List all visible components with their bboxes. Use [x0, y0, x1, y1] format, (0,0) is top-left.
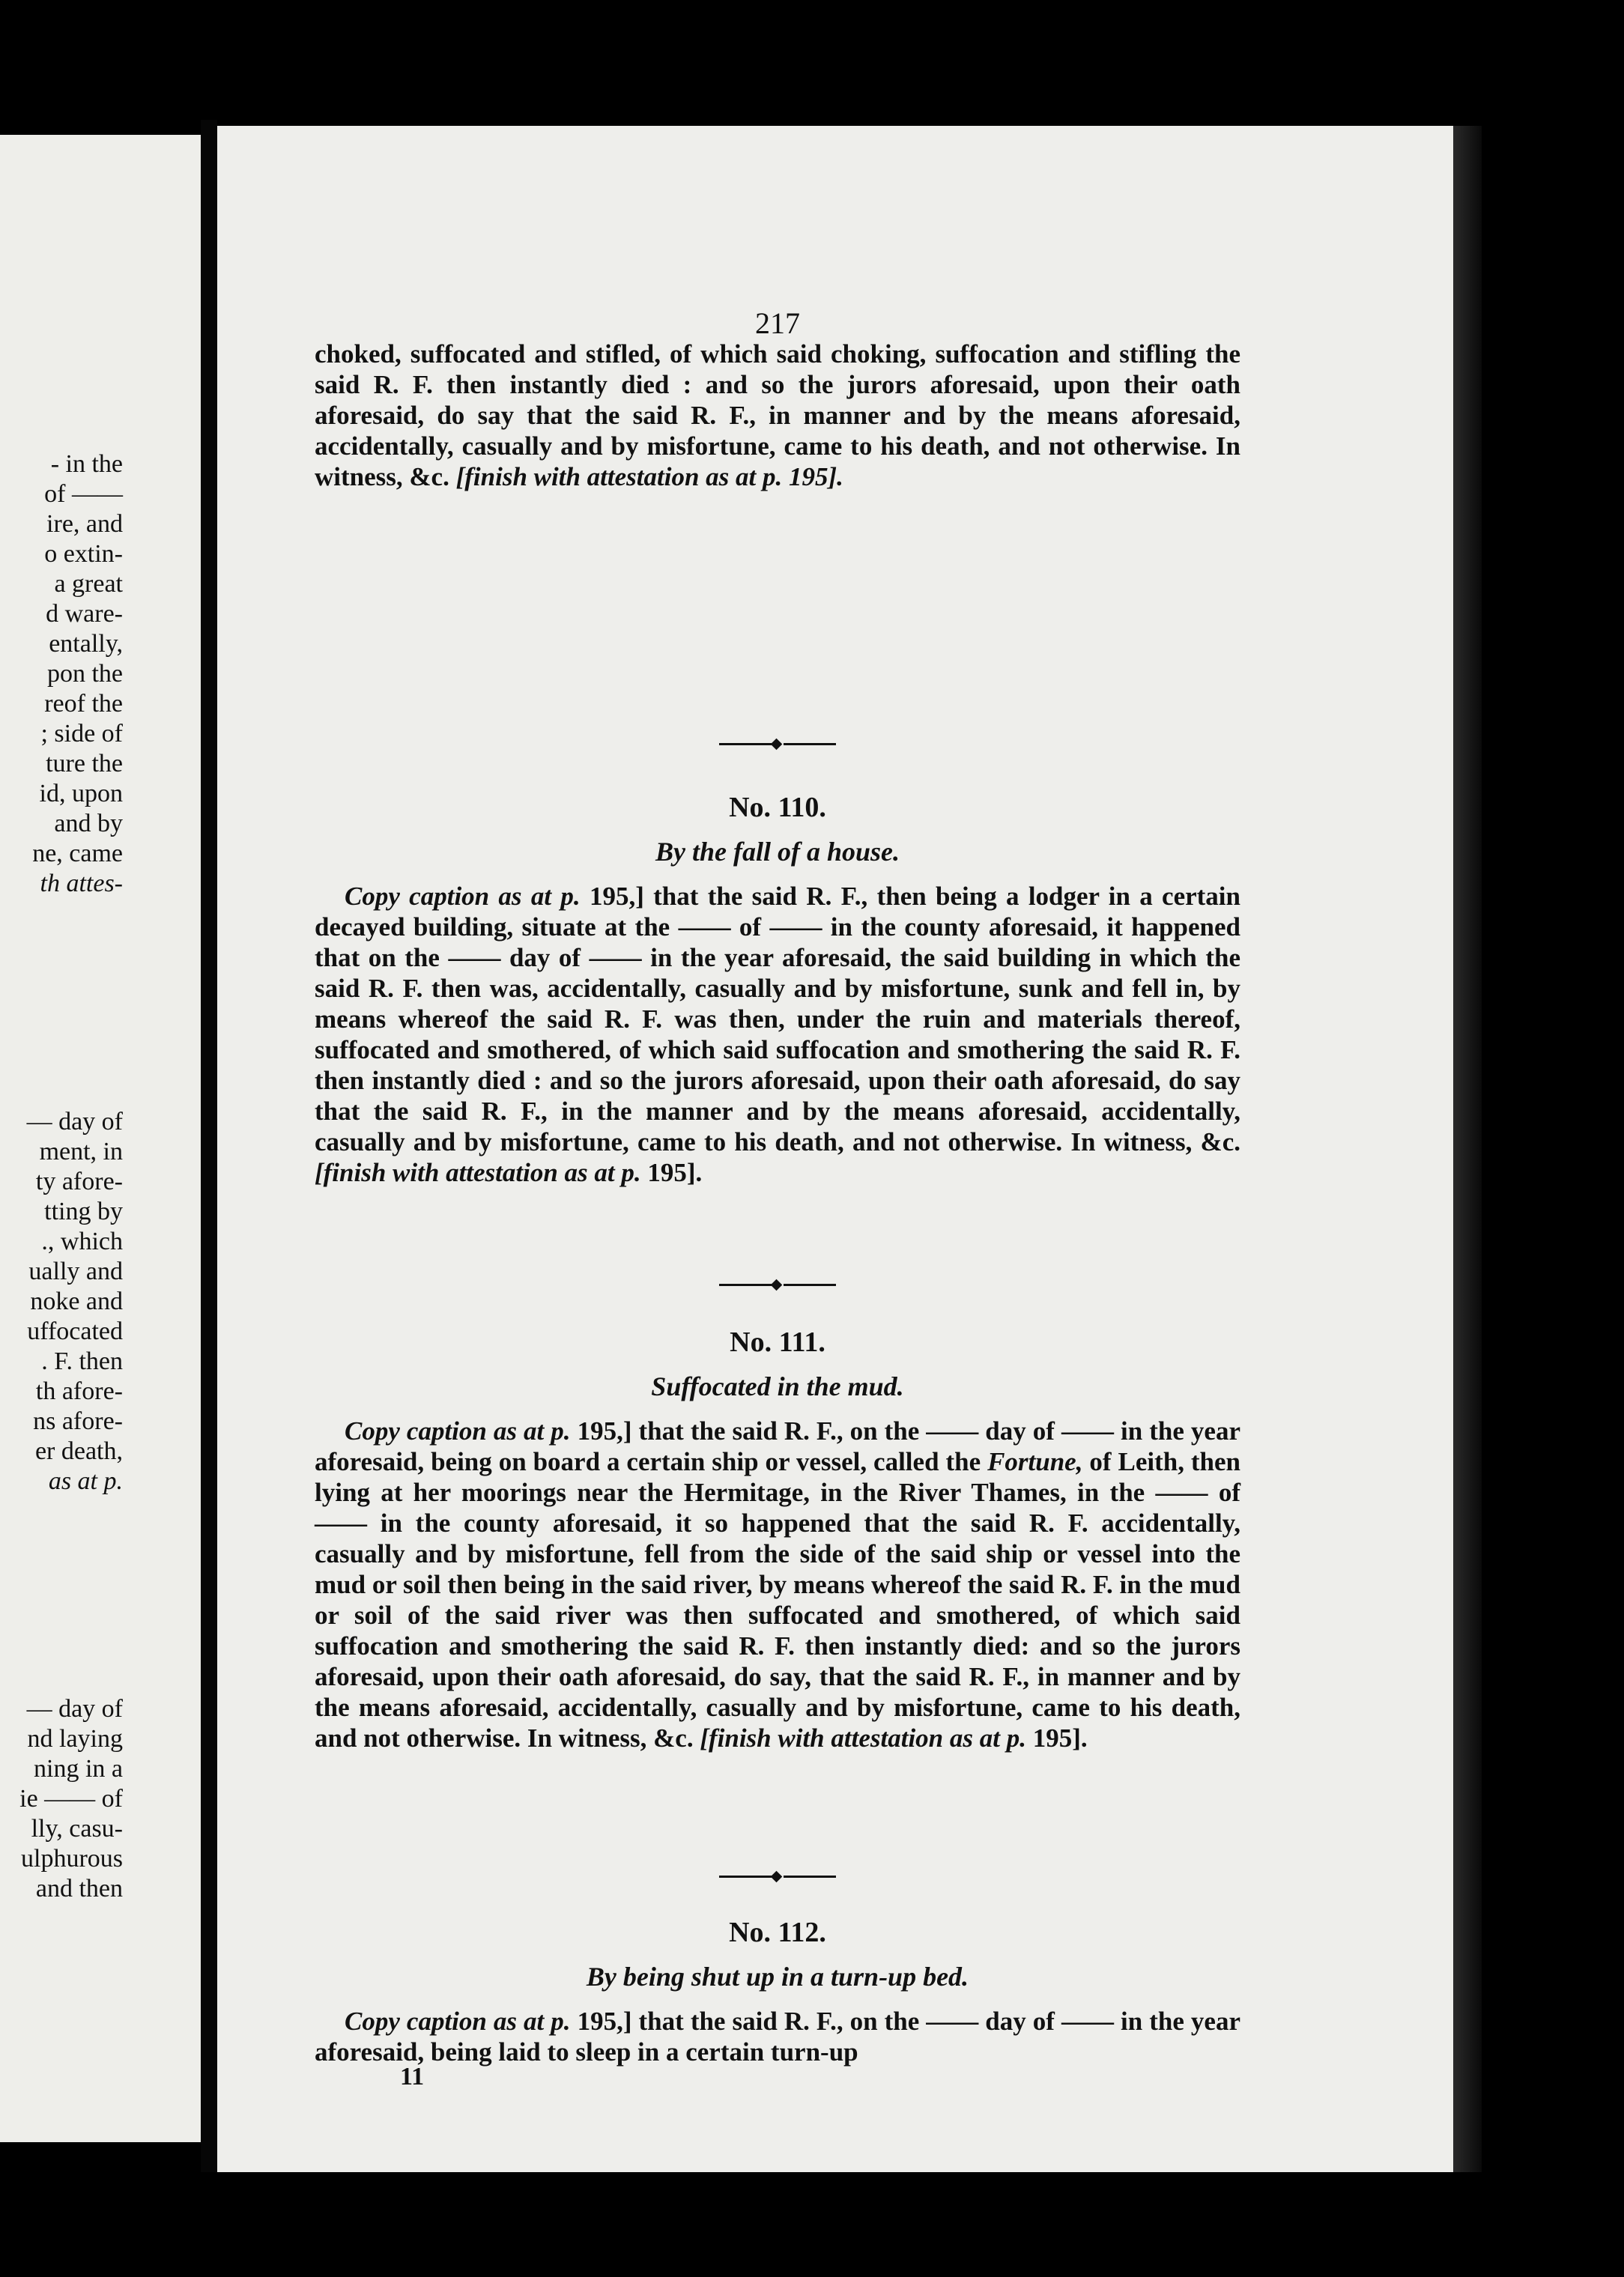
left-page-line: - in the	[50, 450, 123, 478]
section-body-b: of Leith, then lying at her moorings near the Hermitage, in the River Thames, in the —— of —— in the county aforesaid, it so happened that the said R. F. accidentally, casually and by misfortune, fell from the side of the said ship or vessel into the mud or soil then being in the said river, by means whereof the said R. F. in the mud or soil of the said river was then suffocated and smothered, of which said suffocation and smothering the said R. F. then instantly died: and so the jurors aforesaid, upon their oath aforesaid, do say, that the said R. F., in manner and by the means aforesaid, accidentally, casually and by misfortune, came to his death, and not otherwise. In witness, &c.	[315, 1447, 1241, 1753]
section-title: By being shut up in a turn-up bed.	[586, 1962, 969, 1992]
section-number: No. 112.	[729, 1917, 826, 1948]
left-page-line: ulphurous	[21, 1845, 123, 1873]
left-page-line: ne, came	[32, 840, 123, 867]
left-page-line: a great	[54, 570, 123, 598]
section-number: No. 111.	[730, 1327, 825, 1358]
left-page-line: ., which	[41, 1228, 123, 1255]
opening-paragraph	[315, 339, 1240, 492]
section-close-tail: 195].	[1025, 1723, 1088, 1753]
left-page-line: uffocated	[27, 1318, 123, 1345]
left-page-line: ; side of	[40, 720, 123, 748]
left-page-line: of ——	[44, 480, 123, 508]
left-page-line: — day of	[26, 1695, 123, 1723]
left-page-line: er death,	[34, 1437, 123, 1465]
left-page-line: ie —— of	[19, 1785, 123, 1813]
left-page-line: ns afore-	[33, 1407, 123, 1435]
section-110	[315, 791, 1240, 1188]
left-page-line: o extin-	[44, 540, 123, 568]
left-page-line: pon the	[46, 660, 123, 688]
left-page-line: ty afore-	[35, 1168, 123, 1195]
caption-lead: Copy caption as at p.	[345, 882, 581, 911]
section-title: Suffocated in the mud.	[651, 1371, 904, 1401]
left-page-line: and then	[35, 1875, 123, 1902]
section-close: [finish with attestation as at p.	[693, 1723, 1026, 1753]
left-page-line: ning in a	[34, 1755, 123, 1783]
opening-text: choked, suffocated and stifled, of which said choking, suffocation and stifling the said R. F. then instantly died : and so the jurors aforesaid, upon their oath aforesaid, do say that the said R. F., in manner and by the means aforesaid, accidentally, casually and by misfortune, came to his death, and not otherwise. In witness, &c.	[315, 339, 1240, 491]
section-number: No. 110.	[729, 792, 826, 823]
section-111	[315, 1326, 1240, 1753]
main-page	[217, 126, 1453, 2172]
left-page-line: ture the	[46, 750, 123, 777]
section-divider	[315, 1279, 1240, 1290]
left-page-line: ire, and	[46, 510, 123, 538]
caption-lead: Copy caption as at p.	[345, 1416, 571, 1446]
left-page-line: — day of	[26, 1108, 123, 1136]
left-page-line: ment, in	[39, 1138, 123, 1165]
page-number: 217	[755, 306, 800, 340]
signature-mark: 11	[400, 2063, 425, 2090]
left-page-line: . F. then	[41, 1347, 123, 1375]
page-edge	[1453, 126, 1482, 2172]
section-divider	[315, 739, 1240, 749]
left-facing-page	[0, 135, 201, 2142]
opening-close: [finish with attestation as at p. 195].	[455, 462, 843, 491]
left-page-line: ually and	[28, 1258, 123, 1285]
section-body-a: 195,] that the said R. F., on the —— day of —— in the year aforesaid, being on board a certain ship or vessel, called the	[315, 1416, 1240, 1476]
left-page-line: d ware-	[46, 600, 123, 628]
caption-lead: Copy caption as at p.	[345, 2007, 571, 2036]
left-page-line: as at p.	[48, 1467, 123, 1495]
left-page-line: entally,	[49, 630, 123, 658]
left-page-line: lly, casu-	[31, 1815, 123, 1843]
section-close-tail: 195].	[640, 1158, 703, 1187]
section-close: [finish with attestation as at p.	[315, 1158, 641, 1187]
left-page-line: and by	[54, 810, 123, 837]
left-page-line: tting by	[44, 1198, 123, 1225]
section-title: By the fall of a house.	[655, 837, 900, 867]
left-page-line: th attes-	[40, 870, 123, 897]
section-divider	[315, 1871, 1240, 1882]
book-gutter	[201, 120, 217, 2172]
left-page-line: id, upon	[39, 780, 123, 807]
left-page-line: th afore-	[35, 1377, 123, 1405]
left-page-line: reof the	[44, 690, 123, 718]
left-page-line: noke and	[30, 1288, 123, 1315]
section-body: 195,] that the said R. F., then being a lodger in a certain decayed building, situate at the —— of —— in the county aforesaid, it happened that on the —— day of —— in the year aforesaid, the said building in which the said R. F. then was, accidentally, casually and by misfortune, sunk and fell in, by means whereof the said R. F. was then, under the ruin and materials thereof, suffocated and smothered, of which said suffocation and smothering the said R. F. then instantly died : and so the jurors aforesaid, upon their oath aforesaid, do say that the said R. F., in the manner and by the means aforesaid, accidentally, casually and by misfortune, came to his death, and not otherwise. In witness, &c.	[315, 882, 1240, 1156]
ship-name: Fortune,	[987, 1447, 1083, 1476]
section-112	[315, 1916, 1240, 2067]
left-page-line: nd laying	[27, 1725, 123, 1753]
section-body: 195,] that the said R. F., on the —— day of —— in the year aforesaid, being laid to sleep in a certain turn-up	[315, 2007, 1240, 2067]
